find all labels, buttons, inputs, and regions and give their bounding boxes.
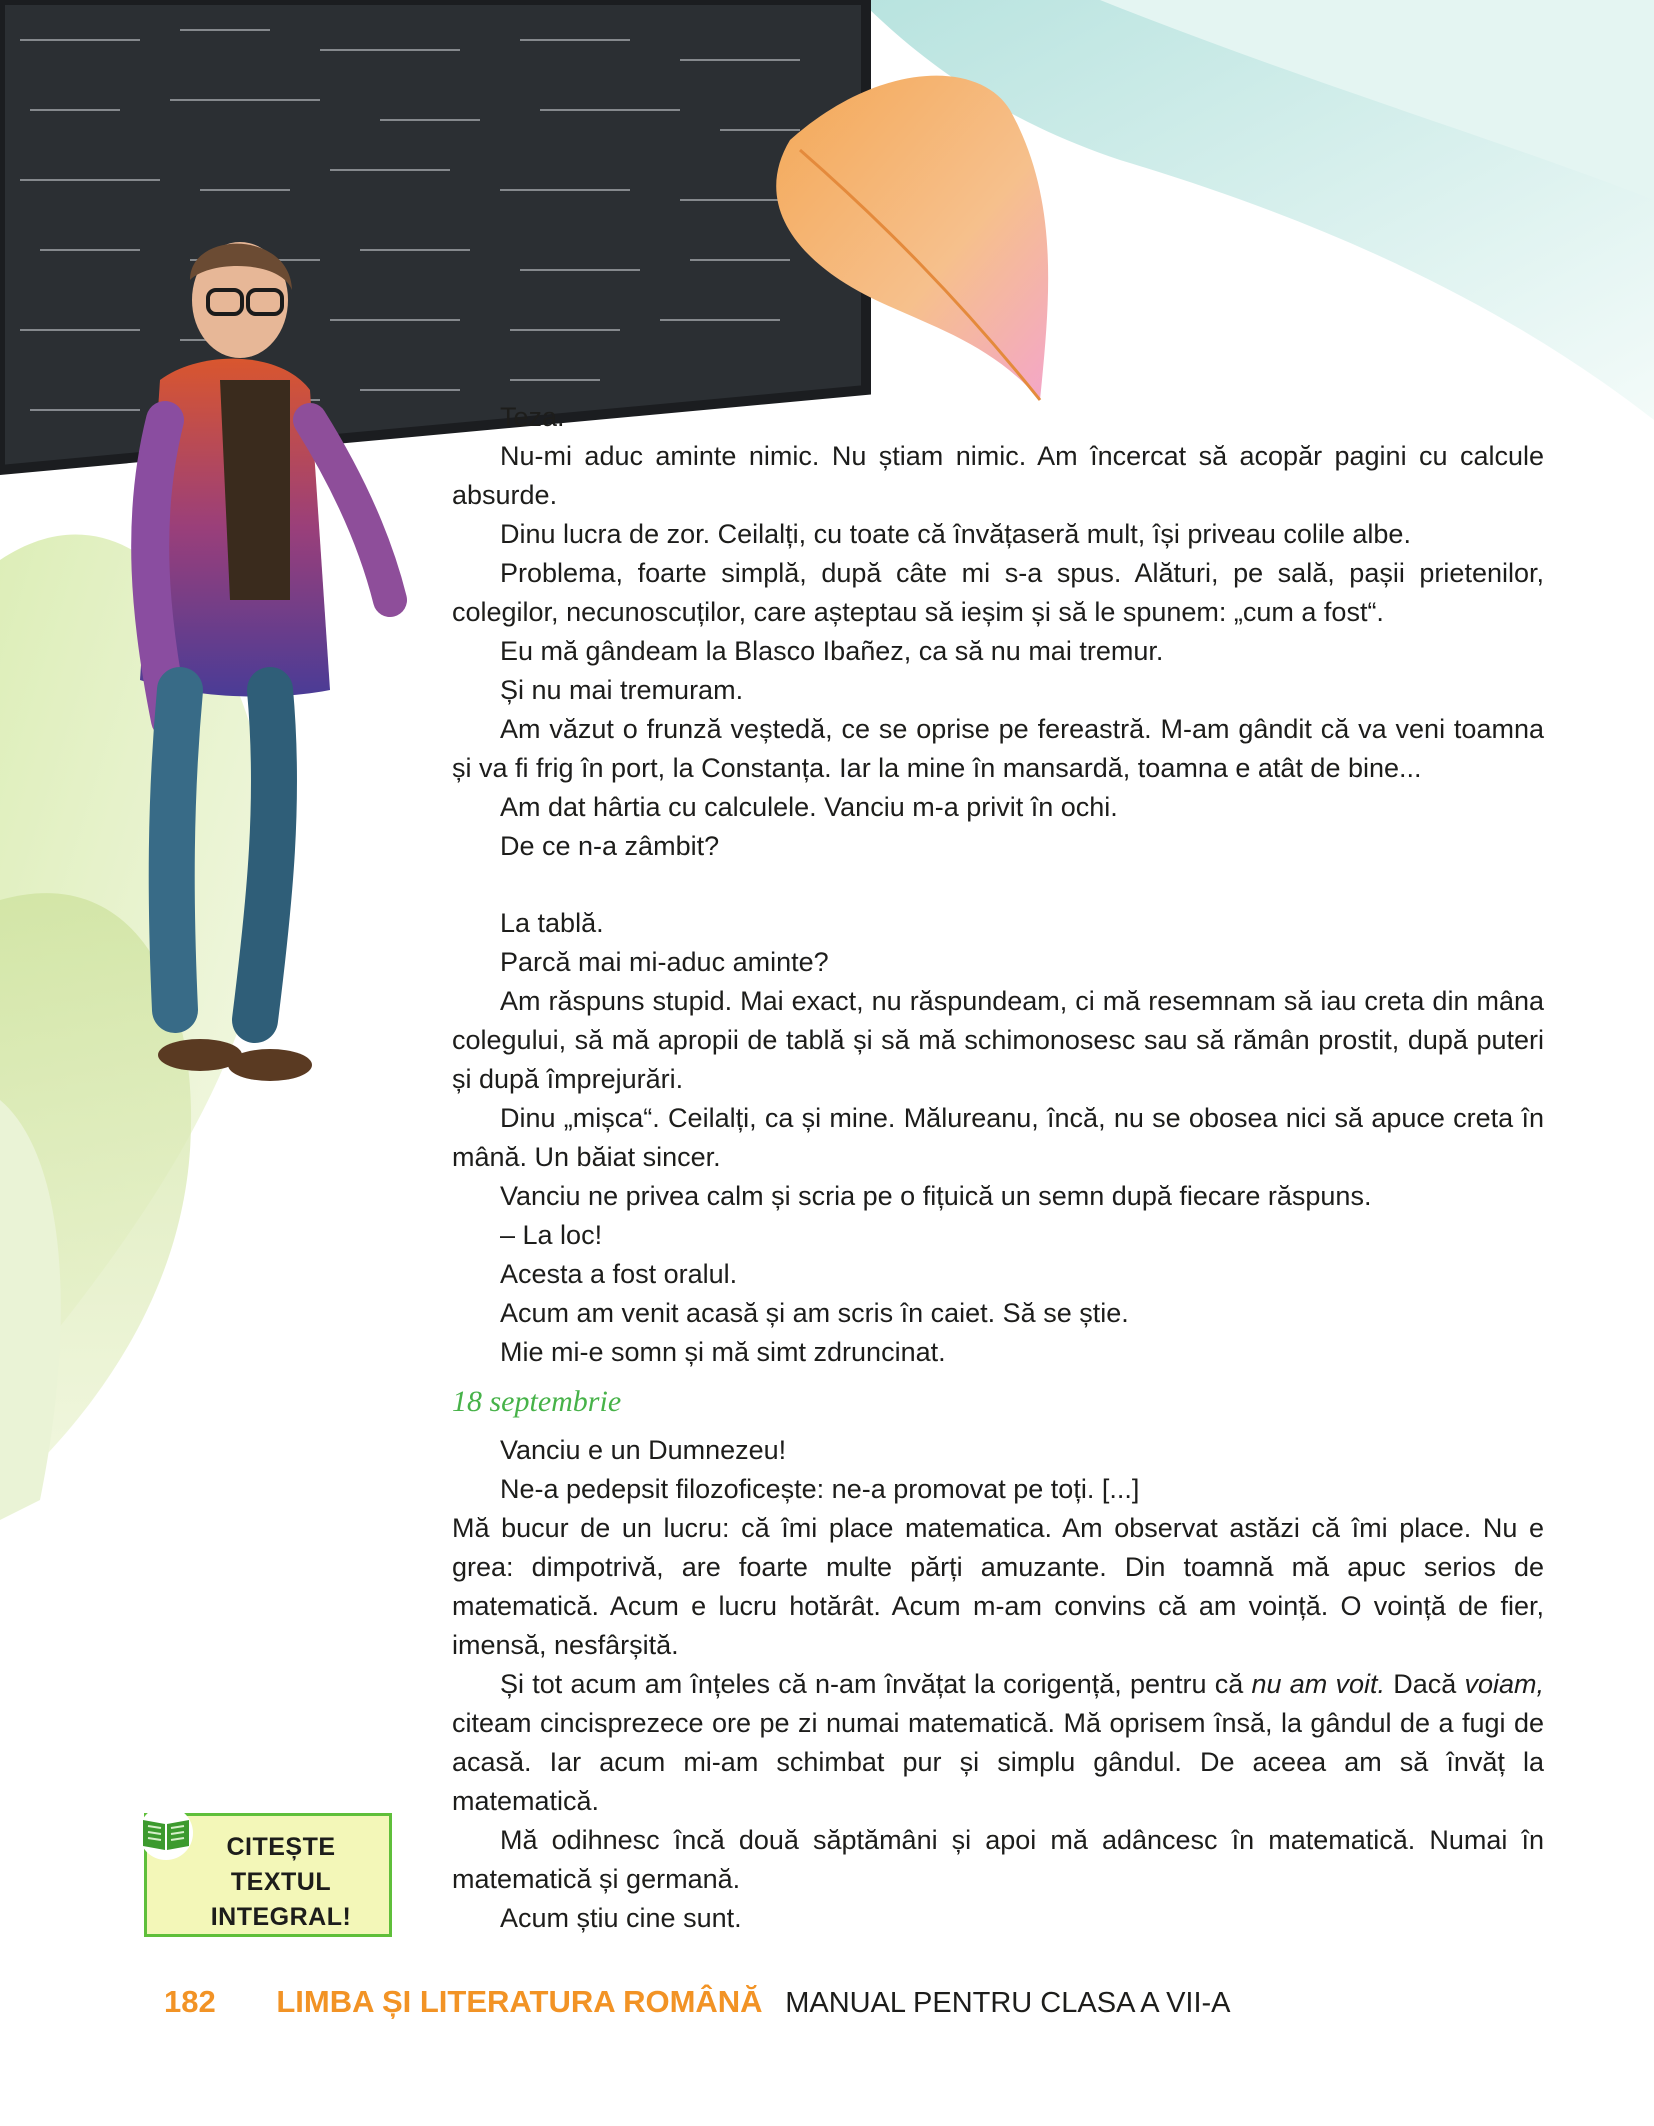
- read-box-line: CITEȘTE: [226, 1833, 336, 1861]
- page-number: 182: [164, 1984, 216, 2019]
- paragraph: Mă odihnesc încă două săptămâni și apoi mă adâncesc în matematică. Numai în matematică și germană.: [452, 1825, 1544, 1894]
- paragraph: Eu mă gândeam la Blasco Ibañez, ca să nu mai tremur.: [500, 636, 1164, 666]
- text-span: Și tot acum am înțeles că n-am învățat la corigență, pentru că: [500, 1669, 1252, 1699]
- paragraph: Am văzut o frunză veștedă, ce se oprise pe fereastră. M-am gândit că va veni toamna și va fi frig în port, la Constanța. Iar la mine în mansardă, toamna e atât de bine...: [452, 714, 1544, 783]
- diary-date: 18 septembrie: [452, 1385, 622, 1418]
- paragraph: Parcă mai mi-aduc aminte?: [500, 947, 829, 977]
- text-span: Dacă: [1384, 1669, 1465, 1699]
- paragraph: Vanciu ne privea calm și scria pe o fițuică un semn după fiecare răspuns.: [500, 1181, 1372, 1211]
- read-box-label: [181, 1830, 381, 1935]
- read-full-text-box: [144, 1813, 392, 1937]
- paragraph: Am dat hârtia cu calculele. Vanciu m-a privit în ochi.: [500, 792, 1118, 822]
- paragraph: Și nu mai tremuram.: [500, 675, 744, 705]
- paragraph: Teza.: [500, 402, 565, 432]
- paragraph: Mă bucur de un lucru: că îmi place matematica. Am observat astăzi că îmi place. Nu e grea: dimpotrivă, are foarte multe părți amuzante. Din toamnă mă apuc serios de matematică. Acum e lucru hotărât. Acum m-am convins că am voință. O voință de fier, imensă, nesfârșită.: [452, 1513, 1544, 1660]
- paragraph: Acum știu cine sunt.: [500, 1903, 742, 1933]
- paragraph: Dinu lucra de zor. Ceilalți, cu toate că învățaseră mult, își priveau colile albe.: [500, 519, 1411, 549]
- story-text: [452, 398, 1544, 1938]
- text-span: citeam cincisprezece ore pe zi numai matematică. Mă oprisem însă, la gândul de a fugi de acasă. Iar acum mi-am schimbat pur și simplu gândul. De aceea am să învăț la matematică.: [452, 1708, 1544, 1816]
- manual-title: MANUAL PENTRU CLASA A VII-A: [785, 1987, 1231, 2019]
- read-box-line: TEXTUL: [230, 1868, 332, 1896]
- italic-span: nu am voit.: [1251, 1669, 1385, 1699]
- subject-title: LIMBA ȘI LITERATURA ROMÂNĂ: [276, 1984, 763, 2019]
- read-box-line: INTEGRAL!: [210, 1903, 352, 1931]
- paragraph: Problema, foarte simplă, după câte mi s-a spus. Alături, pe sală, pașii prietenilor, colegilor, necunoscuților, care așteptau să ieșim și să le spunem: „cum a fost“.: [452, 558, 1544, 627]
- paragraph: Mie mi-e somn și mă simt zdruncinat.: [500, 1337, 946, 1367]
- paragraph: De ce n-a zâmbit?: [500, 831, 720, 861]
- paragraph: Vanciu e un Dumnezeu!: [500, 1435, 787, 1465]
- paragraph: Am răspuns stupid. Mai exact, nu răspundeam, ci mă resemnam să iau creta din mâna colegului, să mă apropii de tablă și să mă schimonosesc sau să rămân prostit, după puteri și după împrejurări.: [452, 986, 1544, 1094]
- paragraph: La tablă.: [500, 908, 604, 938]
- page-footer: [164, 1984, 1231, 2024]
- paragraph: Ne-a pedepsit filozoficește: ne-a promovat pe toți. [...]: [500, 1474, 1140, 1504]
- paragraph: – La loc!: [500, 1220, 603, 1250]
- paragraph: Acum am venit acasă și am scris în caiet. Să se știe.: [500, 1298, 1129, 1328]
- paragraph: Dinu „mișca“. Ceilalți, ca și mine. Mălureanu, încă, nu se obosea nici să apuce creta în mână. Un băiat sincer.: [452, 1103, 1544, 1172]
- paragraph-corigenta: [452, 1665, 1544, 1821]
- section-gap: [452, 866, 1544, 904]
- paragraph: Acesta a fost oralul.: [500, 1259, 738, 1289]
- italic-span: voiam,: [1464, 1669, 1544, 1699]
- paragraph: Nu-mi aduc aminte nimic. Nu știam nimic. Am încercat să acopăr pagini cu calcule absurde.: [452, 441, 1544, 510]
